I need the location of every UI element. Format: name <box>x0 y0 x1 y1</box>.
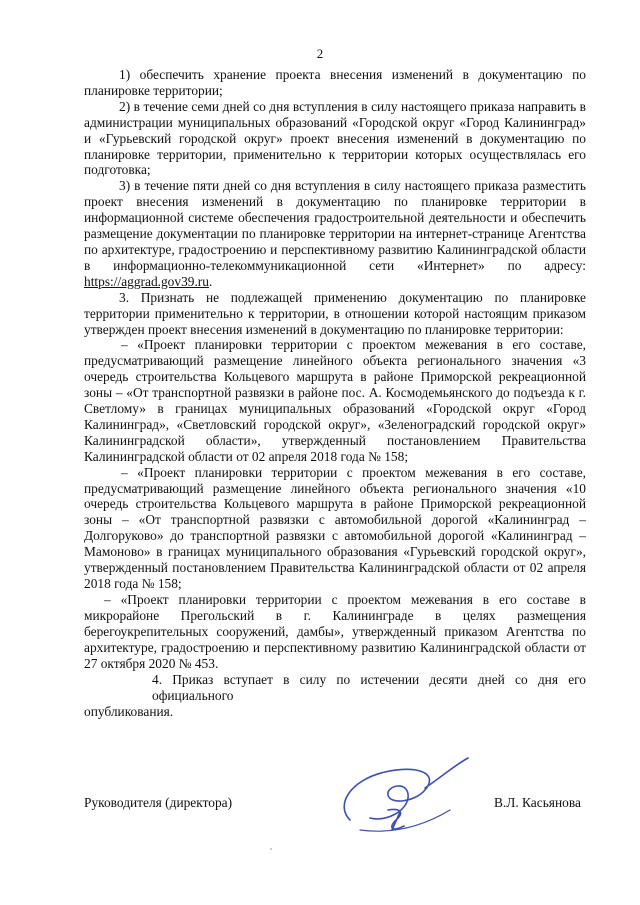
signer-title: Руководителя (директора) <box>84 795 233 810</box>
paragraph-item-1: 1) обеспечить хранение проекта внесения изменений в документацию по планировке территории; <box>84 67 586 98</box>
scan-dot <box>270 848 272 850</box>
paragraph-item-3-text: 3) в течение пяти дней со дня вступления в силу настоящего приказа разместить проект внесения изменений в документацию по планировке территории в информационной системе обеспечения градостроительной деятельности и обеспечить размещение документации по планировке территории на интернет-странице Агентства по архитектуре, градостроению и перспективному развитию Калининградской области в информационно-телекоммуникационной сети «Интернет» по адресу: <box>84 178 586 273</box>
signer-name: В.Л. Касьянова <box>494 795 581 810</box>
paragraph-section-3: 3. Признать не подлежащей применению документацию по планировке территории применительно к территории, в отношении которой настоящим приказом утвержден проект внесения изменений в документацию по планировке территории: <box>84 289 586 337</box>
paragraph-section-4-rest: опубликования. <box>84 704 174 720</box>
handwritten-signature <box>330 750 480 845</box>
paragraph-item-3 <box>84 178 586 289</box>
list-item: – «Проект планировки территории с проектом межевания в его составе в микрорайоне Прегольский в г. Калининграде в целях размещения берегоукрепительных сооружений, дамбы», утвержденный приказом Агентства по архитектуре, градостроению и перспективному развитию Калининградской области от 27 октября 2020 № 453. <box>84 591 586 671</box>
paragraph-section-4-first: 4. Приказ вступает в силу по истечении десяти дней со дня его официального <box>152 672 586 704</box>
page-number: 2 <box>316 46 324 61</box>
list-item: – «Проект планировки территории с проектом межевания в его составе, предусматривающий размещение линейного объекта регионального значения «3 очередь строительства Кольцевого маршрута в районе Приморской рекреационной зоны – «От транспортной развязки в районе пос. А. Космодемьянского до подъезда к г. Светлому» в границах муниципальных образований «Городской округ «Город Калининград», «Светловский городской округ», «Зеленоградский городской округ» Калининградской области», утвержденный постановлением Правительства Калининградской области от 02 апреля 2018 года № 158; <box>84 337 586 464</box>
website-link[interactable]: https://aggrad.gov39.ru <box>84 273 209 289</box>
paragraph-item-3-end: . <box>208 273 213 289</box>
list-item: – «Проект планировки территории с проектом межевания в его составе, предусматривающий размещение линейного объекта регионального значения «10 очередь строительства Кольцевого маршрута в районе Приморской рекреационной зоны – «От транспортной развязки с автомобильной дорогой «Калининград – Долгоруково» до транспортной развязки с автомобильной дорогой «Калининград – Мамоново» в границах муниципального образования «Гурьевский городской округ», утвержденный постановлением Правительства Калининградской области от 02 апреля 2018 года № 158; <box>84 464 586 591</box>
paragraph-section-4 <box>84 672 586 720</box>
document-body <box>84 67 586 720</box>
paragraph-item-2: 2) в течение семи дней со дня вступления в силу настоящего приказа направить в администрации муниципальных образований «Городской округ «Город Калининград» и «Гурьевский городской округ» проект внесения изменений в документацию по планировке территории, применительно к территории которых осуществлялась его подготовка; <box>84 98 586 178</box>
